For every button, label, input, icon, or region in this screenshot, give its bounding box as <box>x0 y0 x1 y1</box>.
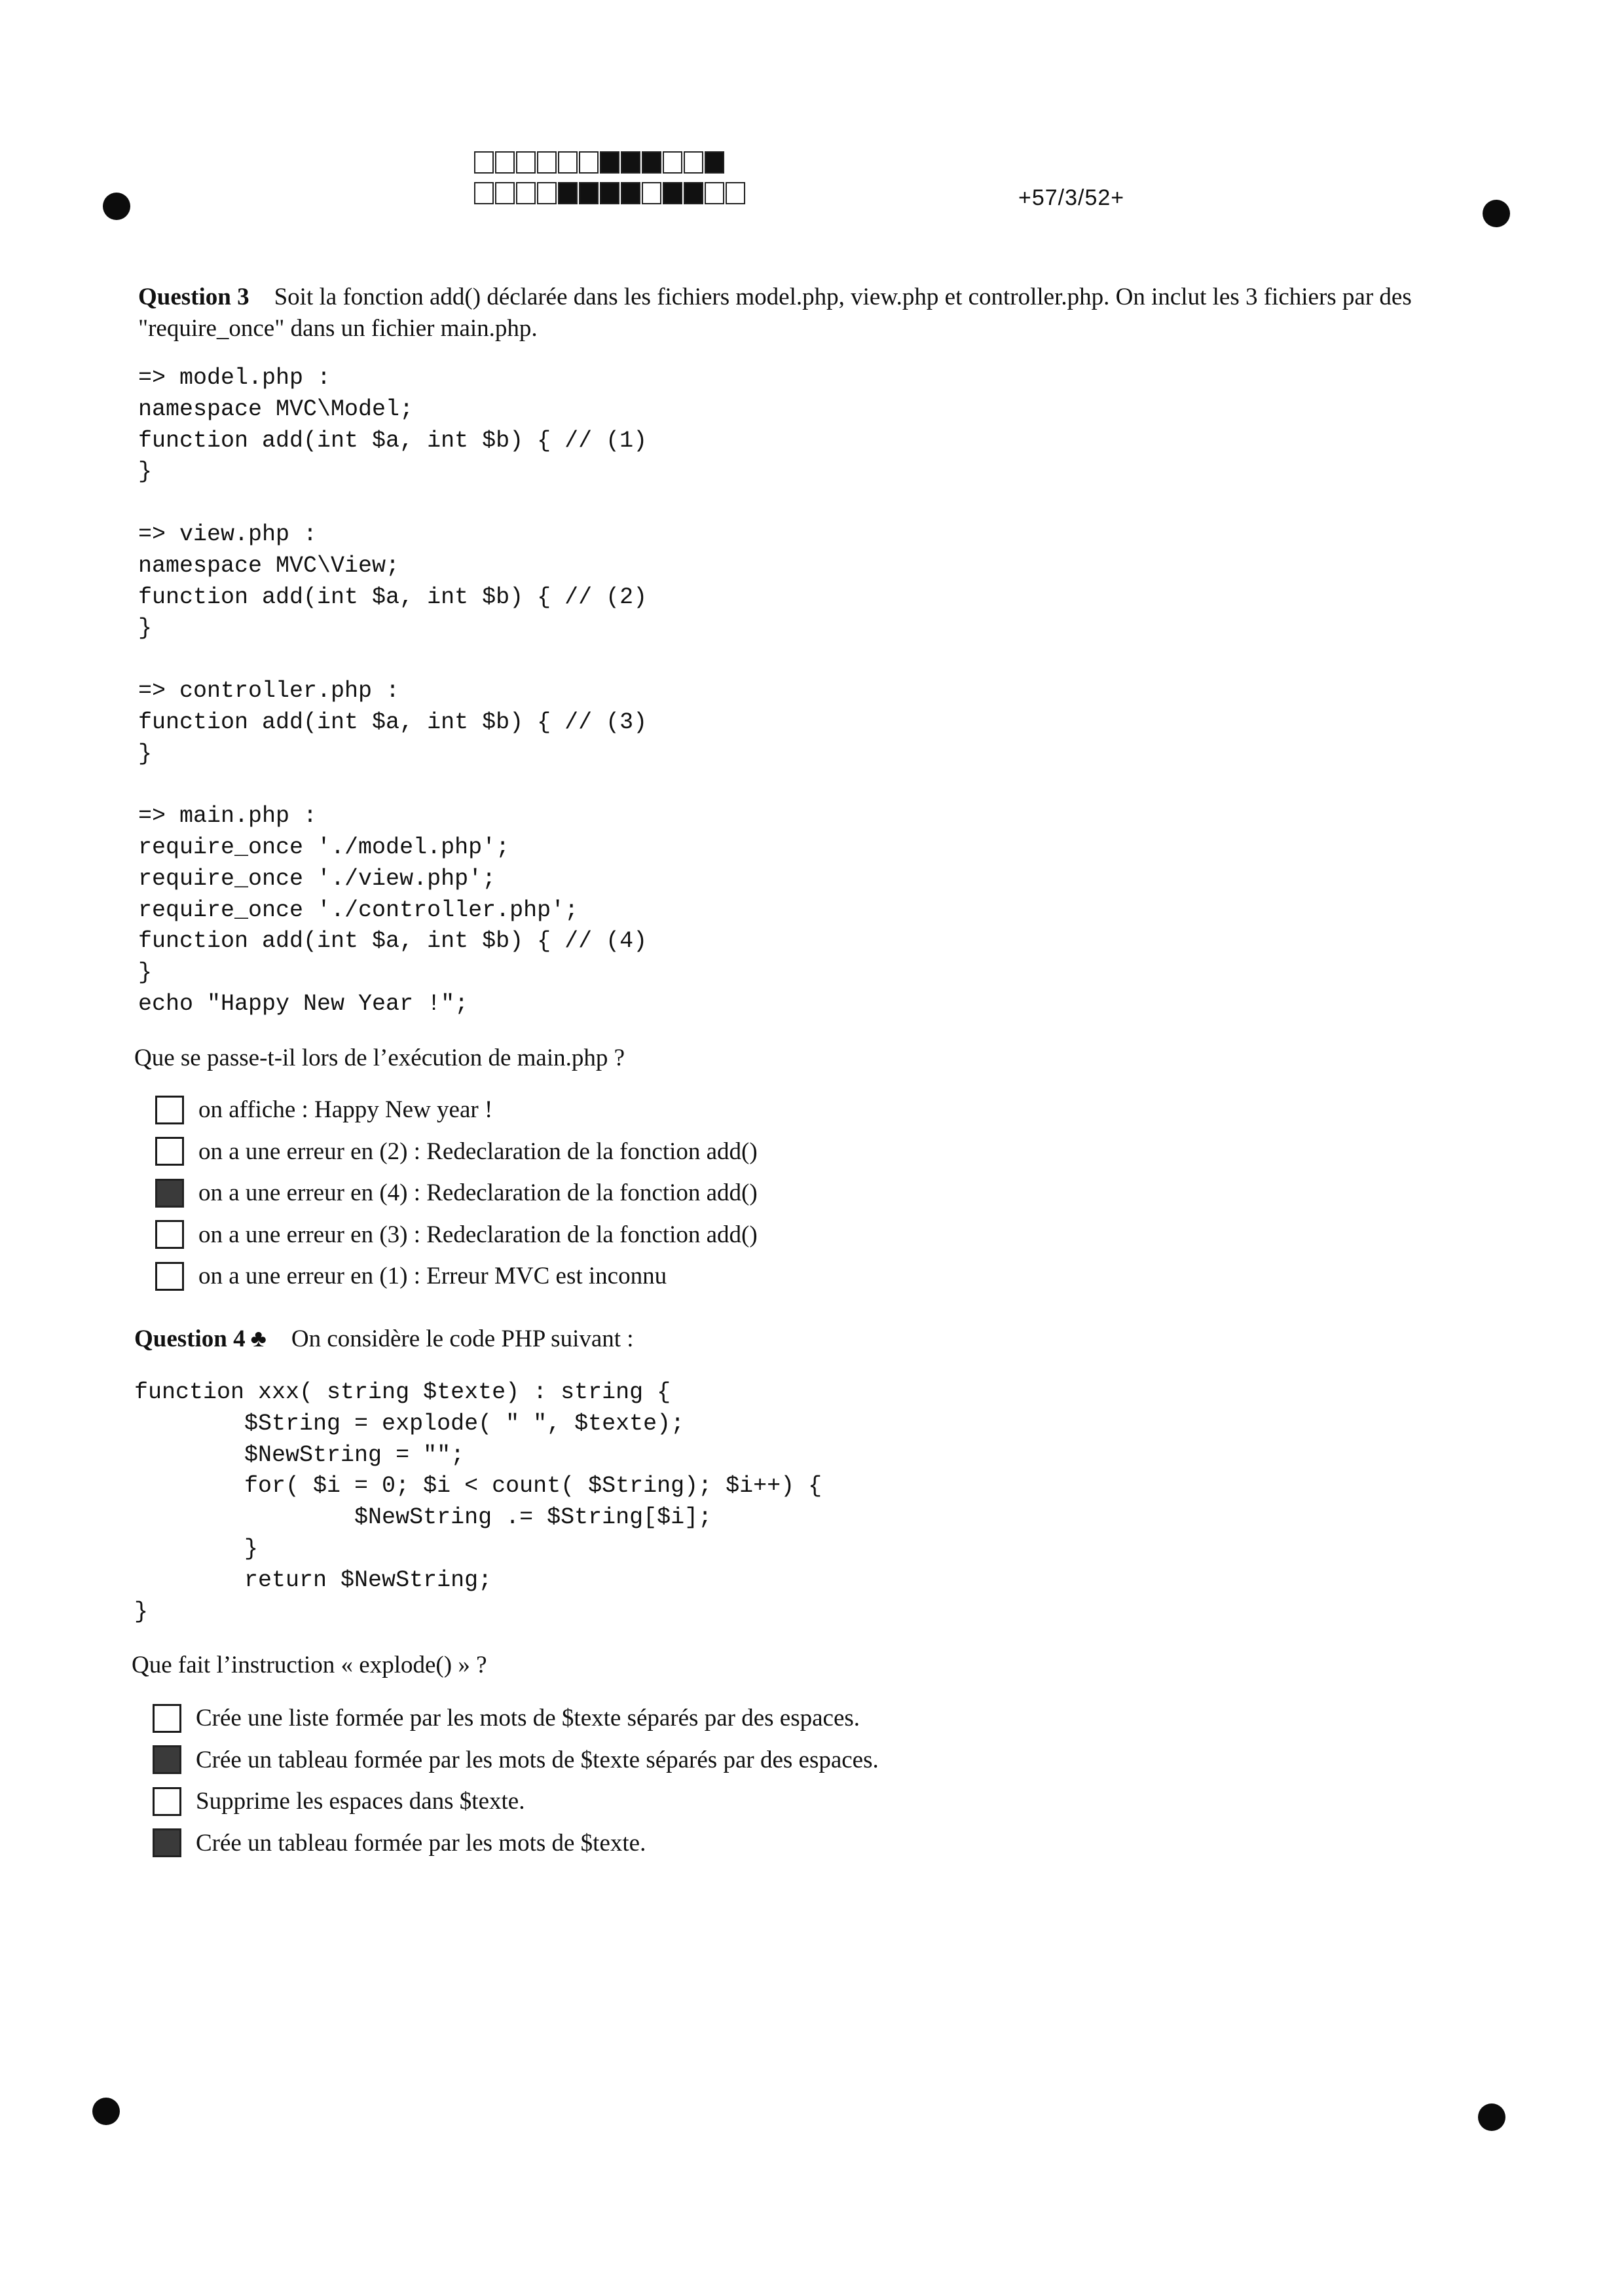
question-3-code: => model.php : namespace MVC\Model; function add(int $a, int $b) { // (1) } => view.php : namespace MVC\View; function add(int $a, int $b) { // (2) } => controller.php : function add(int $a, int $b) { // (3) } => main.php : require_once './model.php'; require_once './view.php'; require_once './controller.php'; function add(int $a, int $b) { // (4) } echo "Happy New Year !"; <box>138 365 648 1017</box>
code-cell <box>600 151 619 174</box>
question-3 <box>138 282 1487 344</box>
code-cell <box>621 151 640 174</box>
answer-checkbox[interactable] <box>155 1262 184 1291</box>
code-cell <box>537 151 557 174</box>
code-cell <box>684 182 703 204</box>
answer-label: on a une erreur en (1) : Erreur MVC est inconnu <box>198 1263 667 1290</box>
code-cell <box>558 182 578 204</box>
code-cell <box>537 182 557 204</box>
answer-label: Supprime les espaces dans $texte. <box>196 1788 525 1815</box>
answer-label: on a une erreur en (4) : Redeclaration de la fonction add() <box>198 1179 758 1207</box>
question-4-prompt: Que fait l’instruction « explode() » ? <box>132 1652 487 1678</box>
question-3-header <box>138 282 1487 344</box>
question-3-options <box>155 1089 758 1297</box>
code-cell <box>579 182 599 204</box>
answer-label: on a une erreur en (2) : Redeclaration de la fonction add() <box>198 1138 758 1165</box>
answer-option[interactable] <box>155 1089 758 1131</box>
answer-checkbox[interactable] <box>155 1137 184 1166</box>
code-cell <box>684 151 703 174</box>
code-cell <box>516 151 536 174</box>
code-cell <box>579 151 599 174</box>
question-4-options <box>153 1697 879 1864</box>
corner-marker-top-left <box>103 193 130 220</box>
code-cell <box>705 151 724 174</box>
question-4-title-text: Question 4 <box>134 1325 246 1352</box>
answer-option[interactable] <box>153 1823 879 1864</box>
answer-label: Crée une liste formée par les mots de $texte séparés par des espaces. <box>196 1705 860 1732</box>
code-cell <box>642 182 661 204</box>
answer-checkbox[interactable] <box>153 1828 181 1857</box>
answer-option[interactable] <box>153 1697 879 1739</box>
code-cell <box>600 182 619 204</box>
question-3-prompt: Que se passe-t-il lors de l’exécution de main.php ? <box>134 1045 625 1071</box>
code-cell <box>642 151 661 174</box>
answer-label: on a une erreur en (3) : Redeclaration de la fonction add() <box>198 1221 758 1248</box>
answer-option[interactable] <box>155 1131 758 1173</box>
answer-option[interactable] <box>155 1255 758 1297</box>
page-code-bar-bottom <box>474 182 747 204</box>
answer-label: Crée un tableau formée par les mots de $texte séparés par des espaces. <box>196 1746 879 1773</box>
answer-checkbox[interactable] <box>153 1745 181 1774</box>
question-4-header <box>134 1324 1483 1355</box>
code-cell <box>558 151 578 174</box>
question-3-text: Soit la fonction add() déclarée dans les fichiers model.php, view.php et controller.php. On inclut les 3 fichiers par des "require_once" dans un fichier main.php. <box>138 284 1412 342</box>
answer-option[interactable] <box>153 1739 879 1781</box>
question-4-text: On considère le code PHP suivant : <box>291 1325 634 1352</box>
code-cell <box>495 182 515 204</box>
answer-checkbox[interactable] <box>155 1096 184 1124</box>
page-code-bar-top <box>474 151 726 174</box>
code-cell <box>663 182 682 204</box>
answer-checkbox[interactable] <box>153 1787 181 1816</box>
code-cell <box>516 182 536 204</box>
question-3-title: Question 3 <box>138 284 249 310</box>
page-identifier: +57/3/52+ <box>1018 185 1125 210</box>
corner-marker-bottom-left <box>92 2098 120 2125</box>
code-cell <box>621 182 640 204</box>
question-4-code: function xxx( string $texte) : string { $String = explode( " ", $texte); $NewString = ""; for( $i = 0; $i < count( $String); $i++) { $NewString .= $String[$i]; } return $NewString; } <box>134 1379 822 1625</box>
code-cell <box>474 182 494 204</box>
club-icon: ♣ <box>250 1325 267 1352</box>
answer-label: on affiche : Happy New year ! <box>198 1096 493 1124</box>
answer-label: Crée un tableau formée par les mots de $texte. <box>196 1829 646 1857</box>
corner-marker-top-right <box>1483 200 1510 227</box>
code-cell <box>663 151 682 174</box>
code-cell <box>474 151 494 174</box>
answer-option[interactable] <box>155 1214 758 1256</box>
corner-marker-bottom-right <box>1478 2103 1505 2131</box>
question-4-title <box>134 1325 267 1352</box>
code-cell <box>726 182 745 204</box>
answer-checkbox[interactable] <box>155 1220 184 1249</box>
answer-option[interactable] <box>155 1172 758 1214</box>
code-cell <box>495 151 515 174</box>
answer-checkbox[interactable] <box>153 1704 181 1733</box>
code-cell <box>705 182 724 204</box>
answer-option[interactable] <box>153 1781 879 1823</box>
answer-checkbox[interactable] <box>155 1179 184 1208</box>
